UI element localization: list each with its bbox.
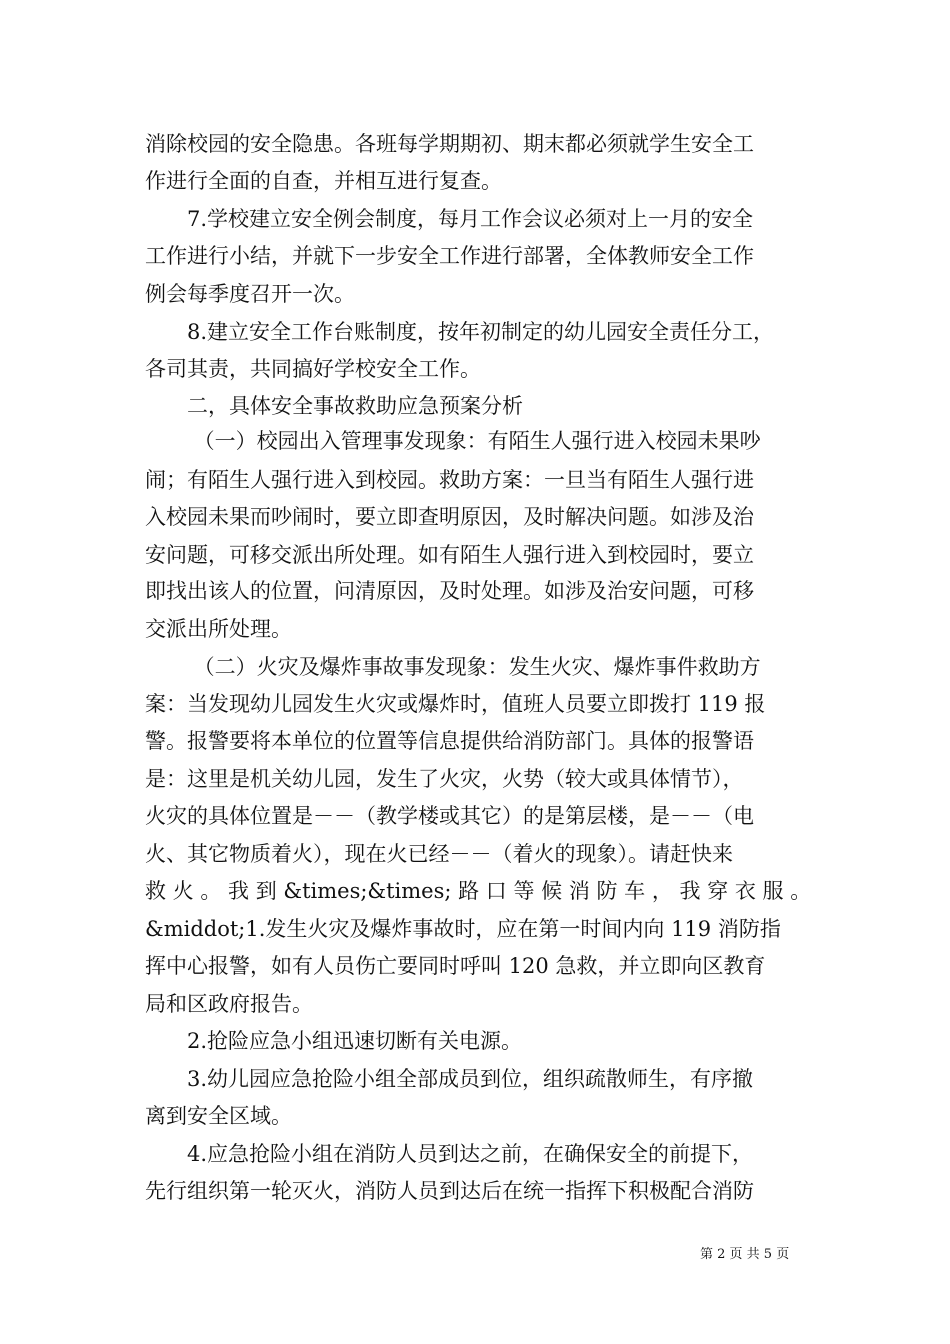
text-line: 挥中心报警，如有人员伤亡要同时呼叫 120 急救，并立即向区教育 xyxy=(145,954,766,978)
text-line: 是：这里是机关幼儿园，发生了火灾，火势（较大或具体情节）， xyxy=(145,767,744,791)
text-line: 各司其责，共同搞好学校安全工作。 xyxy=(145,357,481,381)
text-line: 离到安全区域。 xyxy=(145,1104,292,1128)
text-line: 警。报警要将本单位的位置等信息提供给消防部门。具体的报警语 xyxy=(145,729,754,753)
text-line: 交派出所处理。 xyxy=(145,617,292,641)
text-line: 3.幼儿园应急抢险小组全部成员到位，组织疏散师生，有序撤 xyxy=(145,1067,754,1091)
text-line: &middot;1.发生火灾及爆炸事故时，应在第一时间内向 119 消防指 xyxy=(145,917,781,941)
text-line: 救 火 。 我 到 &times;&times; 路 口 等 候 消 防 车 ， 我 穿 衣 服 。 xyxy=(145,879,812,903)
text-line: 2.抢险应急小组迅速切断有关电源。 xyxy=(145,1029,523,1053)
text-line: （一）校园出入管理事发现象：有陌生人强行进入校园未果吵 xyxy=(145,429,761,453)
text-line: 火、其它物质着火），现在火已经－－（着火的现象）。请赶快来 xyxy=(145,842,733,866)
text-line: 8.建立安全工作台账制度，按年初制定的幼儿园安全责任分工， xyxy=(145,320,775,344)
page-number-footer: 第 2 页 共 5 页 xyxy=(700,1247,790,1262)
text-line: 案：当发现幼儿园发生火灾或爆炸时，值班人员要立即拨打 119 报 xyxy=(145,692,766,716)
text-line: （二）火灾及爆炸事故事发现象：发生火灾、爆炸事件救助方 xyxy=(145,655,761,679)
text-line: 火灾的具体位置是－－（教学楼或其它）的是第层楼，是－－（电 xyxy=(145,804,754,828)
text-line: 二，具体安全事故救助应急预案分析 xyxy=(145,394,523,418)
text-line: 作进行全面的自查，并相互进行复查。 xyxy=(145,169,502,193)
text-line: 入校园未果而吵闹时，要立即查明原因，及时解决问题。如涉及治 xyxy=(145,505,754,529)
text-line: 局和区政府报告。 xyxy=(145,992,313,1016)
text-line: 4.应急抢险小组在消防人员到达之前，在确保安全的前提下， xyxy=(145,1142,754,1166)
text-line: 工作进行小结，并就下一步安全工作进行部署，全体教师安全工作 xyxy=(145,244,754,268)
text-line: 即找出该人的位置，问清原因，及时处理。如涉及治安问题，可移 xyxy=(145,579,754,603)
text-line: 先行组织第一轮灭火，消防人员到达后在统一指挥下积极配合消防 xyxy=(145,1179,754,1203)
text-line: 消除校园的安全隐患。各班每学期期初、期末都必须就学生安全工 xyxy=(145,132,754,156)
text-line: 例会每季度召开一次。 xyxy=(145,282,355,306)
text-line: 7.学校建立安全例会制度，每月工作会议必须对上一月的安全 xyxy=(145,207,754,231)
text-line: 闹；有陌生人强行进入到校园。救助方案：一旦当有陌生人强行进 xyxy=(145,468,754,492)
text-line: 安问题，可移交派出所处理。如有陌生人强行进入到校园时，要立 xyxy=(145,543,754,567)
